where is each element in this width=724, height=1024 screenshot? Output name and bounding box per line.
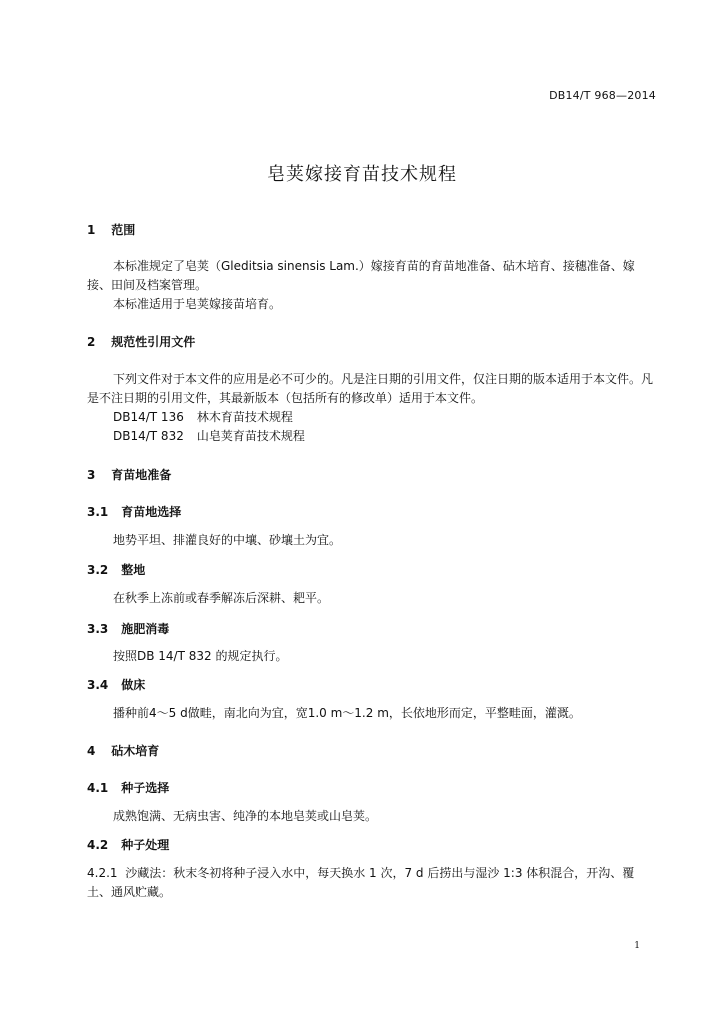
reference-item xyxy=(113,408,293,427)
section-title: 砧木培育 xyxy=(111,744,160,758)
reference-code: DB14/T 832 xyxy=(113,429,184,443)
references-paragraph: 下列文件对于本文件的应用是必不可少的。凡是注日期的引用文件，仅注日期的版本适用于本文件。凡是不注日期的引用文件，其最新版本（包括所有的修改单）适用于本文件。 xyxy=(87,372,654,405)
subsection-number: 4.2 xyxy=(87,838,109,852)
section-1-heading xyxy=(87,221,135,238)
subsection-3-3-heading xyxy=(87,620,169,637)
section-2-heading xyxy=(87,333,195,350)
section-number: 1 xyxy=(87,223,96,237)
subsection-title: 整地 xyxy=(121,563,146,577)
reference-name: 林木育苗技术规程 xyxy=(196,410,293,424)
subsection-3-2-heading xyxy=(87,561,145,578)
section-title: 规范性引用文件 xyxy=(111,335,196,349)
subsection-3-1-heading xyxy=(87,503,181,520)
reference-code: DB14/T 136 xyxy=(113,410,184,424)
reference-name: 山皂荚育苗技术规程 xyxy=(196,429,305,443)
item-number: 4.2.1 xyxy=(87,866,118,880)
subsection-number: 4.1 xyxy=(87,781,109,795)
section-number: 4 xyxy=(87,744,96,758)
subsection-text: 按照DB 14/T 832 的规定执行。 xyxy=(113,649,288,663)
subsection-title: 做床 xyxy=(121,678,146,692)
section-title: 育苗地准备 xyxy=(111,468,172,482)
subsection-text: 成熟饱满、无病虫害、纯净的本地皂荚或山皂荚。 xyxy=(113,809,378,823)
section-3-heading xyxy=(87,466,171,483)
subsection-text: 地势平坦、排灌良好的中壤、砂壤土为宜。 xyxy=(113,533,342,547)
subsection-number: 3.3 xyxy=(87,622,109,636)
subsection-4-1-heading xyxy=(87,779,169,796)
section-4-heading xyxy=(87,742,159,759)
subsection-text: 播种前4～5 d做畦，南北向为宜，宽1.0 m～1.2 m，长依地形而定，平整畦面，灌溉。 xyxy=(113,706,581,720)
document-title: 皂荚嫁接育苗技术规程 xyxy=(267,164,457,185)
subsection-number: 3.1 xyxy=(87,505,109,519)
section-title: 范围 xyxy=(111,223,136,237)
document-id: DB14/T 968—2014 xyxy=(549,89,656,102)
scope-paragraph: 本标准规定了皂荚（Gleditsia sinensis Lam.）嫁接育苗的育苗地准备、砧木培育、接穗准备、嫁接、田间及档案管理。 xyxy=(87,259,635,292)
section-number: 3 xyxy=(87,468,96,482)
scope-applicability: 本标准适用于皂荚嫁接苗培育。 xyxy=(113,297,282,311)
subsection-number: 3.2 xyxy=(87,563,109,577)
subsection-4-2-heading xyxy=(87,836,169,853)
subsection-title: 育苗地选择 xyxy=(121,505,182,519)
page-number: 1 xyxy=(634,941,640,951)
subsection-3-4-heading xyxy=(87,676,145,693)
reference-item xyxy=(113,427,305,446)
subsection-text: 在秋季上冻前或春季解冻后深耕、耙平。 xyxy=(113,591,330,605)
subsection-title: 种子处理 xyxy=(121,838,170,852)
subsection-number: 3.4 xyxy=(87,678,109,692)
subsection-title: 施肥消毒 xyxy=(121,622,170,636)
subsection-title: 种子选择 xyxy=(121,781,170,795)
item-4-2-1 xyxy=(87,864,653,902)
item-text: 沙藏法：秋末冬初将种子浸入水中，每天换水 1 次，7 d 后捞出与湿沙 1:3 体积混合，开沟、覆土、通风贮藏。 xyxy=(87,866,635,899)
section-number: 2 xyxy=(87,335,96,349)
